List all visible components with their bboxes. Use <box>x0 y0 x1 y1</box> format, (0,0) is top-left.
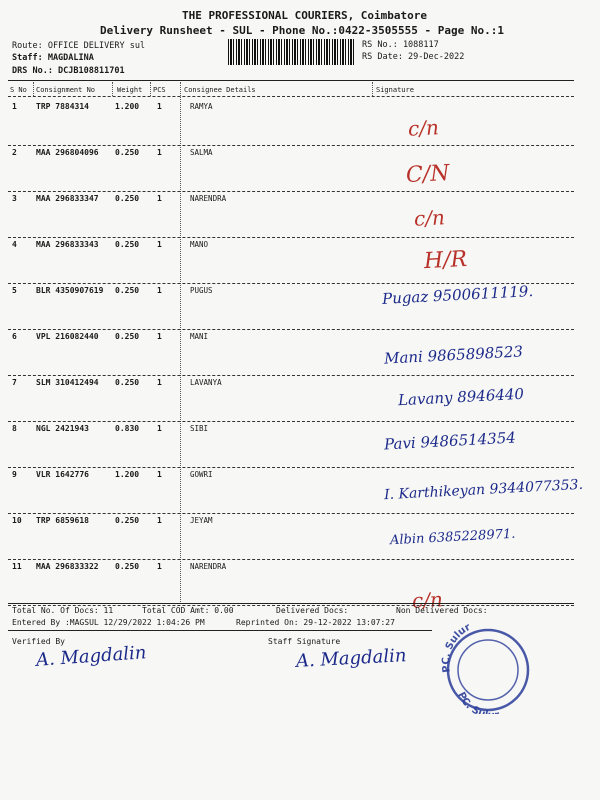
row-weight: 0.250 <box>115 378 140 387</box>
row-consignee: RAMYA <box>190 102 213 111</box>
row-pcs: 1 <box>157 332 162 341</box>
row-consignment-no: NGL 2421943 <box>36 424 89 433</box>
table-header-rule <box>8 96 574 97</box>
rs-date: RS Date: 29-Dec-2022 <box>362 52 465 62</box>
rs-number: RS No.: 1088117 <box>362 40 439 50</box>
row-signature: c/n <box>413 205 446 231</box>
stamp-top-text: PC. Sulur <box>440 621 473 674</box>
row-sno: 8 <box>12 424 17 433</box>
table-row <box>0 148 600 194</box>
non-delivered-docs: Non Delivered Docs: <box>396 606 488 615</box>
table-row <box>0 102 600 148</box>
table-row <box>0 282 600 332</box>
row-sno: 11 <box>12 562 22 571</box>
col-header-consignment: Consignment No <box>36 86 96 94</box>
row-weight: 1.200 <box>115 102 140 111</box>
col-divider <box>372 82 373 96</box>
reprinted-on: Reprinted On: 29-12-2022 13:07:27 <box>236 618 395 627</box>
col-divider <box>33 82 34 96</box>
row-consignee: MANI <box>190 332 209 341</box>
row-pcs: 1 <box>157 240 162 249</box>
row-weight: 1.200 <box>115 470 140 479</box>
col-divider <box>112 82 113 96</box>
row-signature: C/N <box>405 160 451 189</box>
row-pcs: 1 <box>157 470 162 479</box>
row-consignment-no: VPL 216082440 <box>36 332 99 341</box>
stamp-bottom-text: PC. Su <box>455 690 487 714</box>
verified-by-label: Verified By <box>12 637 65 646</box>
entered-by: Entered By :MAGSUL 12/29/2022 1:04:26 PM <box>12 618 205 627</box>
row-pcs: 1 <box>157 378 162 387</box>
col-header-pcs: PCS <box>153 86 166 94</box>
row-signature: I. Karthikeyan 9344077353. <box>383 476 584 504</box>
row-consignment-no: MAA 296833347 <box>36 194 99 203</box>
row-pcs: 1 <box>157 102 162 111</box>
row-consignee: NARENDRA <box>190 562 227 571</box>
table-row <box>0 332 600 378</box>
stamp-seal-icon <box>428 614 546 714</box>
row-sno: 2 <box>12 148 17 157</box>
col-header-signature: Signature <box>376 86 414 94</box>
col-header-consignee: Consignee Details <box>184 86 256 94</box>
row-consignee: LAVANYA <box>190 378 222 387</box>
row-signature: c/n <box>407 115 440 141</box>
col-divider <box>150 82 151 96</box>
table-row <box>0 194 600 240</box>
row-sno: 3 <box>12 194 17 203</box>
total-docs: Total No. Of Docs: 11 <box>12 606 114 615</box>
row-separator <box>8 237 574 238</box>
table-row <box>0 470 600 516</box>
row-consignment-no: SLM 310412494 <box>36 378 99 387</box>
row-sno: 10 <box>12 516 22 525</box>
row-separator <box>8 375 574 376</box>
row-signature: Lavany 8946440 <box>397 384 525 410</box>
row-signature: H/R <box>423 246 468 275</box>
row-consignment-no: MAA 296804096 <box>36 148 99 157</box>
delivered-docs: Delivered Docs: <box>276 606 349 615</box>
drs-number: DRS No.: DCJB108811701 <box>12 66 125 76</box>
row-sno: 9 <box>12 470 17 479</box>
row-consignee: SIBI <box>190 424 209 433</box>
verified-signature: A. Magdalin <box>35 642 148 671</box>
row-pcs: 1 <box>157 286 162 295</box>
footer-rule <box>8 630 432 631</box>
svg-text:PC. Sulur <box>455 691 500 714</box>
table-top-rule <box>8 80 574 81</box>
table-row <box>0 378 600 424</box>
row-consignee: GOWRI <box>190 470 213 479</box>
col-header-sno: S No <box>10 86 27 94</box>
office-stamp <box>428 614 546 719</box>
staff-signature: A. Magdalin <box>295 645 407 672</box>
row-consignment-no: TRP 7884314 <box>36 102 89 111</box>
row-pcs: 1 <box>157 194 162 203</box>
row-consignment-no: BLR 4350907619 <box>36 286 104 295</box>
row-sno: 5 <box>12 286 17 295</box>
row-separator <box>8 467 574 468</box>
row-weight: 0.250 <box>115 148 140 157</box>
route-label: Route: OFFICE DELIVERY sul <box>12 41 146 51</box>
row-sno: 6 <box>12 332 17 341</box>
row-weight: 0.250 <box>115 516 140 525</box>
staff-label: Staff: MAGDALINA <box>12 53 94 63</box>
row-consignee: SALMA <box>190 148 213 157</box>
col-header-weight: Weight <box>117 86 143 94</box>
row-weight: 0.830 <box>115 424 140 433</box>
row-signature: c/n <box>411 587 444 613</box>
row-weight: 0.250 <box>115 562 140 571</box>
row-consignment-no: TRP 6859618 <box>36 516 89 525</box>
row-separator <box>8 513 574 514</box>
row-separator <box>8 421 574 422</box>
table-row <box>0 240 600 286</box>
row-weight: 0.250 <box>115 332 140 341</box>
row-pcs: 1 <box>157 562 162 571</box>
row-sno: 4 <box>12 240 17 249</box>
row-pcs: 1 <box>157 424 162 433</box>
row-separator <box>8 145 574 146</box>
row-signature: Pavi 9486514354 <box>383 428 517 454</box>
row-sno: 1 <box>12 102 17 111</box>
barcode <box>228 39 356 65</box>
company-name: THE PROFESSIONAL COURIERS, Coimbatore <box>182 9 428 22</box>
table-bottom-rule <box>8 603 574 604</box>
row-weight: 0.250 <box>115 286 140 295</box>
row-separator <box>8 559 574 560</box>
row-consignment-no: MAA 296833343 <box>36 240 99 249</box>
row-consignment-no: MAA 296833322 <box>36 562 99 571</box>
table-row <box>0 516 600 562</box>
row-consignee: PUGUS <box>190 286 213 295</box>
row-weight: 0.250 <box>115 194 140 203</box>
total-cod: Total COD Amt: 0.00 <box>142 606 234 615</box>
runsheet-title: Delivery Runsheet - SUL - Phone No.:0422-3505555 - Page No.:1 <box>100 24 504 37</box>
row-signature: Albin 6385228971. <box>389 526 516 549</box>
row-consignee: MANO <box>190 240 209 249</box>
staff-signature-label: Staff Signature <box>268 637 341 646</box>
row-signature: Mani 9865898523 <box>383 342 524 368</box>
row-weight: 0.250 <box>115 240 140 249</box>
row-consignment-no: VLR 1642776 <box>36 470 89 479</box>
row-separator <box>8 191 574 192</box>
table-row <box>0 424 600 470</box>
row-signature: Pugaz 9500611119. <box>381 282 534 308</box>
row-pcs: 1 <box>157 516 162 525</box>
row-separator <box>8 329 574 330</box>
row-consignee: JEYAM <box>190 516 213 525</box>
row-sno: 7 <box>12 378 17 387</box>
row-pcs: 1 <box>157 148 162 157</box>
row-consignee: NARENDRA <box>190 194 227 203</box>
